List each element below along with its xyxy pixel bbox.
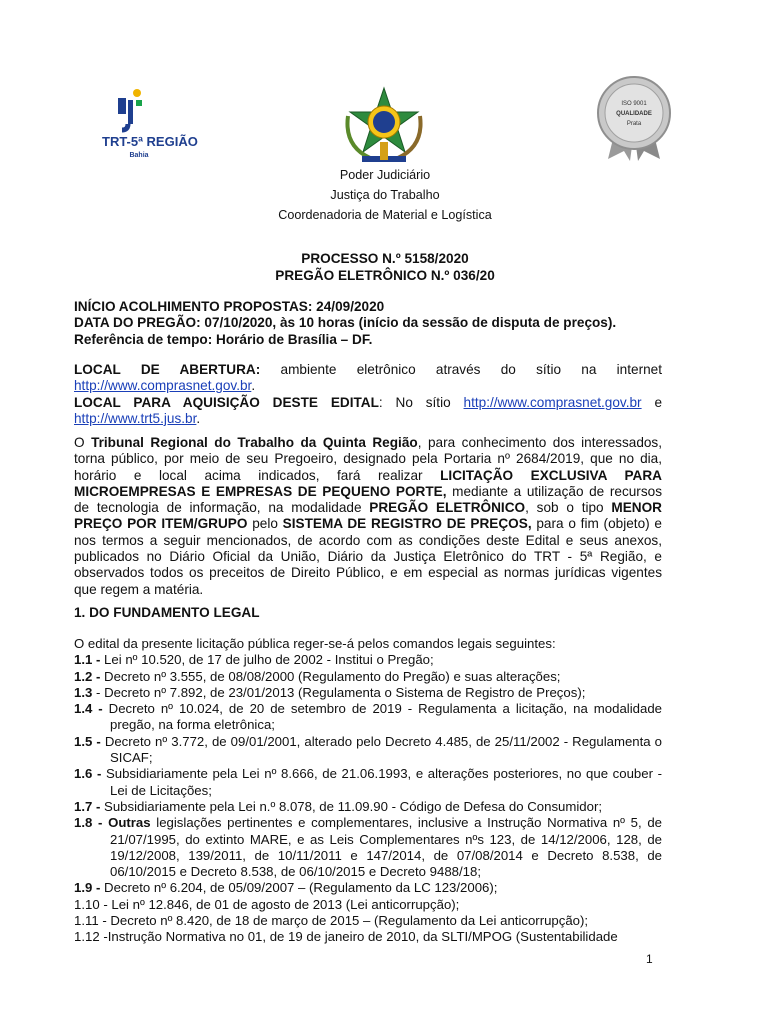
- seal-line-1: ISO 9001: [621, 101, 647, 107]
- local-block: [74, 362, 662, 427]
- local-acquisition-line: LOCAL PARA AQUISIÇÃO DESTE EDITAL: No sítio http://www.comprasnet.gov.br e: [74, 394, 663, 410]
- seal-line-2: QUALIDADE: [616, 111, 652, 117]
- legal-item: 1.3 - Decreto nº 7.892, de 23/01/2013 (Regulamenta o Sistema de Registro de Preços);: [74, 684, 586, 700]
- auction-number: PREGÃO ELETRÔNICO N.º 036/20: [275, 268, 495, 283]
- legal-item: 1.8 - Outras legislações pertinentes e complementares, inclusive a Instrução Normativa nº 5, de 21/07/1995, do extinto MARE, e as Leis Complementares nºs 123, de 14/12/2006, 128, de 19/12/2008, 139/2011, de 10/11/2011 e 147/2014, de 07/08/2014 e Decreto 8.538, de 06/10/2015 e Decreto 8.538, de 06/10/2015 e Decreto 9488/18;: [74, 815, 663, 880]
- header-line-coordination: Coordenadoria de Material e Logística: [278, 208, 492, 222]
- bid-type: MENOR PREÇO POR ITEM/GRUPO: [74, 500, 662, 532]
- intro-paragraph: O Tribunal Regional do Trabalho da Quinta Região, para conhecimento dos interessados, torna público, por meio de seu Pregoeiro, designado pela Portaria nº 2684/2019, que no dia, horário e local acima indicados, fará realizar LICITAÇÃO EXCLUSIVA PARA MICROEMPRESAS E EMPRESAS DE PEQUENO PORTE, mediante a utilização de recursos de tecnologia de informação, na modalidade PREGÃO ELETRÔNICO, sob o tipo MENOR PREÇO POR ITEM/GRUPO pelo SISTEMA DE REGISTRO DE PREÇOS, para o fim (objeto) e nos termos a seguir mencionados, de acordo com as condições deste Edital e seus anexos, publicados no Diário Oficial da União, Diário da Justiça Eletrônico do TRT - 5ª Região, e observados todos os preceitos de Direito Público, e em especial as normas jurídicas vigentes que regem a matéria.: [74, 435, 663, 597]
- legal-item: 1.11 - Decreto nº 8.420, de 18 de março de 2015 – (Regulamento da Lei anticorrupção);: [74, 913, 589, 929]
- local-opening-line: [74, 362, 662, 378]
- legal-item: 1.9 - Decreto nº 6.204, de 05/09/2007 – (Regulamento da LC 123/2006);: [74, 880, 498, 896]
- legal-item: 1.5 - Decreto nº 3.772, de 09/01/2001, alterado pelo Decreto 4.485, de 25/11/2002 - Regulamenta o SICAF;: [74, 733, 662, 766]
- legal-item: 1.10 - Lei nº 12.846, de 01 de agosto de 2013 (Lei anticorrupção);: [74, 896, 460, 912]
- legal-item: 1.2 - Decreto nº 3.555, de 08/08/2000 (Regulamento do Pregão) e suas alterações;: [74, 668, 561, 684]
- local-acquisition-label: LOCAL PARA AQUISIÇÃO DESTE EDITAL: [74, 394, 379, 410]
- quality-seal: [594, 75, 674, 161]
- header-line-judiciary: Poder Judiciário: [339, 168, 431, 182]
- legal-item: 1.4 - Decreto nº 10.024, de 20 de setembro de 2019 - Regulamenta a licitação, na modalidade pregão, na forma eletrônica;: [74, 701, 662, 733]
- legal-item: 1.12 -Instrução Normativa no 01, de 19 de janeiro de 2010, da SLTI/MPOG (Sustentabilidade: [74, 929, 618, 945]
- process-number: PROCESSO N.º 5158/2020: [301, 251, 469, 266]
- section-1-heading: 1. DO FUNDAMENTO LEGAL: [74, 605, 260, 620]
- price-registry: SISTEMA DE REGISTRO DE PREÇOS,: [282, 516, 532, 532]
- trt5-link[interactable]: http://www.trt5.jus.br: [74, 410, 197, 426]
- legal-item: 1.1 - Lei nº 10.520, de 17 de julho de 2002 - Institui o Pregão;: [74, 652, 434, 668]
- modality: PREGÃO ELETRÔNICO: [369, 500, 526, 516]
- trt5-logo: [100, 86, 198, 160]
- brazil-coat-of-arms: [340, 86, 428, 168]
- local-opening-label: LOCAL DE ABERTURA:: [74, 362, 261, 377]
- time-reference: Referência de tempo: Horário de Brasília – DF.: [74, 331, 373, 347]
- legal-basis-list: [74, 636, 662, 946]
- local-opening-url-line: http://www.comprasnet.gov.br.: [74, 378, 256, 394]
- legal-basis-lead: O edital da presente licitação pública reger-se-á pelos comandos legais seguintes:: [74, 636, 556, 651]
- auction-date: DATA DO PREGÃO: 07/10/2020, às 10 horas (início da sessão de disputa de preços).: [74, 315, 617, 331]
- comprasnet-link-2[interactable]: http://www.comprasnet.gov.br: [463, 394, 642, 410]
- dates-block: [74, 299, 662, 348]
- logo-title: TRT-5ª REGIÃO: [102, 134, 198, 149]
- legal-item: 1.7 - Subsidiariamente pela Lei n.º 8.078, de 11.09.90 - Código de Defesa do Consumidor;: [74, 798, 603, 814]
- coat-of-arms-icon: [340, 86, 428, 168]
- header-line-labor-justice: Justiça do Trabalho: [330, 188, 440, 202]
- comprasnet-link[interactable]: http://www.comprasnet.gov.br: [74, 378, 252, 394]
- logo-subtitle: Bahia: [129, 152, 149, 159]
- exclusive-bidding: LICITAÇÃO EXCLUSIVA PARA MICROEMPRESAS E EMPRESAS DE PEQUENO PORTE,: [74, 467, 662, 499]
- legal-item: 1.6 - Subsidiariamente pela Lei nº 8.666, de 21.06.1993, e alterações posteriores, no que couber - Lei de Licitações;: [74, 766, 662, 798]
- proposals-start: INÍCIO ACOLHIMENTO PROPOSTAS: 24/09/2020: [74, 299, 385, 314]
- seal-line-3: Prata: [626, 121, 642, 127]
- trt5-url-line: http://www.trt5.jus.br.: [74, 410, 201, 426]
- tribunal-name: Tribunal Regional do Trabalho da Quinta Região: [91, 435, 418, 450]
- local-opening-text: ambiente eletrônico através do sítio na internet: [260, 362, 662, 377]
- page-number: 1: [646, 952, 653, 966]
- trt5-logo-icon: [100, 86, 198, 160]
- seal-icon: [594, 75, 674, 161]
